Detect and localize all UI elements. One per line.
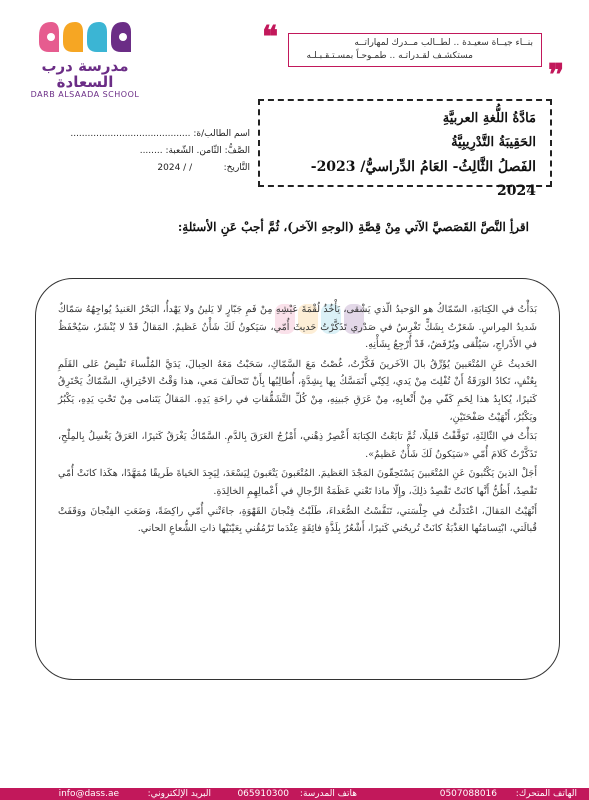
- instruction-heading: اقرأِ النَّصَّ القَصَصيَّ الآتي مِنْ قِصَّةِ (الوجهِ الآخر)، ثُمَّ أجبْ عَنِ الأسئلةِ:: [177, 220, 529, 234]
- mobile-label: الهاتف المتحرك:: [515, 789, 577, 799]
- story-paragraph-4: أَجَلْ الذينَ يَكْتُبونَ عَنِ المُتْعَبينَ يَسْتَحِقّونَ المَجْدَ العَظيمَ. المُتْعَبونَ يَتْعَبونَ لِيَسْعَدَ، لِيَجِدَ الحَياةَ طَريقًا مُمَهَّدًا، هكَذا كانَتْ أُمّي تَقْصِدُ، أَظُنُّ أَنَّها كانَتْ تَقْصِدُ ذلِكَ، وإِلّا ماذا تَعْني عَظَمَةُ الرِّجالِ في أَعْمالِهِمِ الخالِدَةِ.: [58, 468, 537, 497]
- student-name-label: اسم الطالب/ة:: [193, 129, 250, 139]
- logo-name-en: DARB ALSAADA SCHOOL: [30, 90, 140, 99]
- subject-header-box: [258, 99, 552, 199]
- school-slogan: [288, 33, 542, 67]
- email-label: البريد الإلكتروني:: [147, 789, 211, 799]
- school-phone-number[interactable]: 065910300: [237, 789, 289, 799]
- student-info: [60, 126, 250, 177]
- email-address[interactable]: info@dass.ae: [58, 789, 119, 799]
- logo-mark-icon: [35, 18, 135, 56]
- story-paragraph-3: بَدَأْتُ في الثّالِثَةِ، تَوَقَّفْتُ قَليلًا، ثُمَّ تابَعْتُ الكِتابَةَ أَعْصِرُ ذِهْني، أَمْزُجُ العَرَقَ بِالدَّمِ. السَّمّاكُ يَغْرَقُ كَثيرًا، العَرَقُ يَغْسِلُ بِالمِلْحِ، تَذَكَّرْتُ كَلامَ أُمّي «سَيَكونُ لَكَ شَأْنٌ عَظيمٌ».: [58, 431, 537, 460]
- story-paragraph-2: الحَديثُ عَنِ المُتْعَبينَ يُؤَرِّقُ بالَ الآخَرينَ فَكَّرْتُ، غُصْتُ مَعَ السَّمّاكِ، سَحَبْتُ مَعَهُ الحِبالَ، يَدَيَّ المُلْساءَ تَقْبِضُ عَلى القَلَمِ بِعُنْفٍ، تَكادُ الوَرَقَةُ أَنْ تُفْلِتَ مِنْ يَدي، لِكِنّي أَتَمَسَّكُ بِها بِشِدَّةٍ، أُطالِبُها بِأَنْ تَتَحالَفَ مَعي، هذا وَقْتُ الاحْتِراقِ، السَّمّاكُ يَحْتَرِقُ كَثيرًا، يُكابِدُ هذا لِحَمِ كَفّي مِنْ أَتْعابِهِ، مِنْ عَرَقِ جَبينِهِ، مِنْ كُلِّ التَّشَقُّقاتِ في راحَةِ يَدِهِ. المَقالُ يَتَنامى مِنْ تَحْتِ يَدِهِ، يَكْبُرُ ويَكْبُرُ، أَنْهَيْتُ صَفْحَتَيْنِ،: [58, 358, 537, 423]
- quote-close-icon: ❞: [548, 58, 565, 93]
- story-paragraph-5: أَنْهَيْتُ المَقالَ، اعْتَدَلْتُ في جِلْسَتي، تَنَفَّسْتُ الصُّعَداءَ، طَلَبْتُ فِنْجانَ القَهْوَةِ، جاءَتْني أُمّي راكِضَةً، وَضَعَتِ الفِنْجانَ ووَقَفَتْ قُبالَتي، ابْتِسامَتُها العَذْبَةُ كانَتْ تُريحُني كَثيرًا، أَشْعُرُ بِلَذَّةٍ فائِقَةٍ عِنْدَما تَرْمُقُني بِعَيْنَيْها ذاتِ الشُّعاعِ الحاني.: [58, 505, 537, 535]
- date-field[interactable]: / / 2024: [157, 163, 193, 173]
- contact-footer: [0, 788, 589, 800]
- slogan-line-1: بنــاء جيــاة سعيـدة .. لطــالب مــدرك لمهاراتــه: [354, 38, 533, 48]
- quote-open-icon: ❝: [262, 20, 279, 55]
- class-label: الصَّفُّ: الثّامن. الشّعبة: ........: [139, 146, 250, 156]
- slogan-line-2: مستكشـف لقـدراتـه .. طمـوحـاً بمسـتـقـبـلـه: [306, 51, 473, 61]
- term-title: الفَصلُ الثَّالِثُ- العَامُ الدِّراسيُّ/ 2023-2024: [310, 159, 536, 199]
- mobile-number[interactable]: 0507088016: [439, 789, 497, 799]
- story-text-frame: [35, 278, 560, 680]
- subject-title: مَادَّةُ اللُّغةِ العربيَّةِ: [442, 111, 536, 126]
- story-paragraph-1: بَدَأْتُ في الكِتابَةِ، السّمّاكُ هو الوَحيدُ الّذي يَشْقى، يَأْخُذُ لُقْمَةَ عَيْشِهِ مِنْ فَمِ جَبّارٍ لا يَلينُ ولا يَهْدأُ، البَحْرُ العَنيدُ يُواجِهُهُ سَمّاكٌ شَديدُ المِراسِ. شَعَرْتُ بِشَكٍّ تَغْرِسُ في صَدْري تَذَكَّرْتُ حَديثَ أُمّي، سَيَكونُ لَكَ شَأْنٌ عَظيمٌ. المَقالُ قَدْ لا يُنْشَرُ، سَيُحْفَظُ في الأَدْراجِ، سَيُلْقى ويُرْفَضُ، قَدْ أُرْجِعُ بِشَأْنِهِ.: [58, 304, 537, 351]
- date-label: التَّاريخ:: [223, 163, 250, 173]
- school-phone-label: هاتف المدرسة:: [299, 789, 357, 799]
- student-name-field[interactable]: ..........................................: [70, 129, 191, 139]
- training-bag-title: الحَقِيبَةُ التَّدْرِيبِيَّةُ: [451, 135, 536, 150]
- school-logo: [30, 18, 140, 99]
- logo-name-ar: مدرسة درب السعادة: [41, 57, 129, 91]
